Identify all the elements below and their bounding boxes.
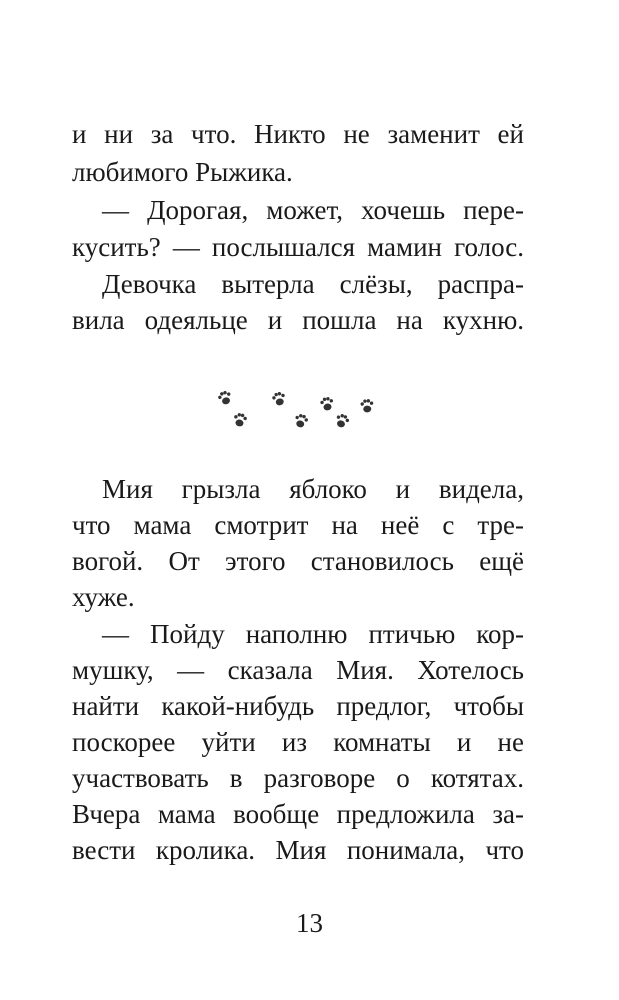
text-line: Вчера мама вообще предложила за- <box>72 799 524 829</box>
text-line: кусить? — послышался мамин голос. <box>72 232 524 262</box>
text-line: вогой. От этого становилось ещё <box>72 546 524 576</box>
page-number: 13 <box>296 908 323 938</box>
text-line: вести кролика. Мия понимала, что <box>72 835 524 865</box>
text-line: что мама смотрит на неё с тре- <box>72 510 524 540</box>
text-line: — Пойду наполню птичью кор- <box>102 619 524 649</box>
text-line: мушку, — сказала Мия. Хотелось <box>72 655 524 685</box>
text-line: Девочка вытерла слёзы, распра- <box>102 269 524 299</box>
text-line: Мия грызла яблоко и видела, <box>102 474 524 504</box>
text-line: — Дорогая, может, хочешь пере- <box>102 195 524 225</box>
text-line: найти какой-нибудь предлог, чтобы <box>72 691 524 721</box>
text-line: поскорее уйти из комнаты и не <box>72 727 524 757</box>
text-line: любимого Рыжика. <box>72 157 293 187</box>
text-line: и ни за что. Никто не заменит ей <box>72 119 524 149</box>
text-line: участвовать в разговоре о котятах. <box>72 763 524 793</box>
text-line: хуже. <box>72 582 135 612</box>
text-line: вила одеяльце и пошла на кухню. <box>72 305 524 335</box>
paw-prints-icon <box>212 388 382 438</box>
